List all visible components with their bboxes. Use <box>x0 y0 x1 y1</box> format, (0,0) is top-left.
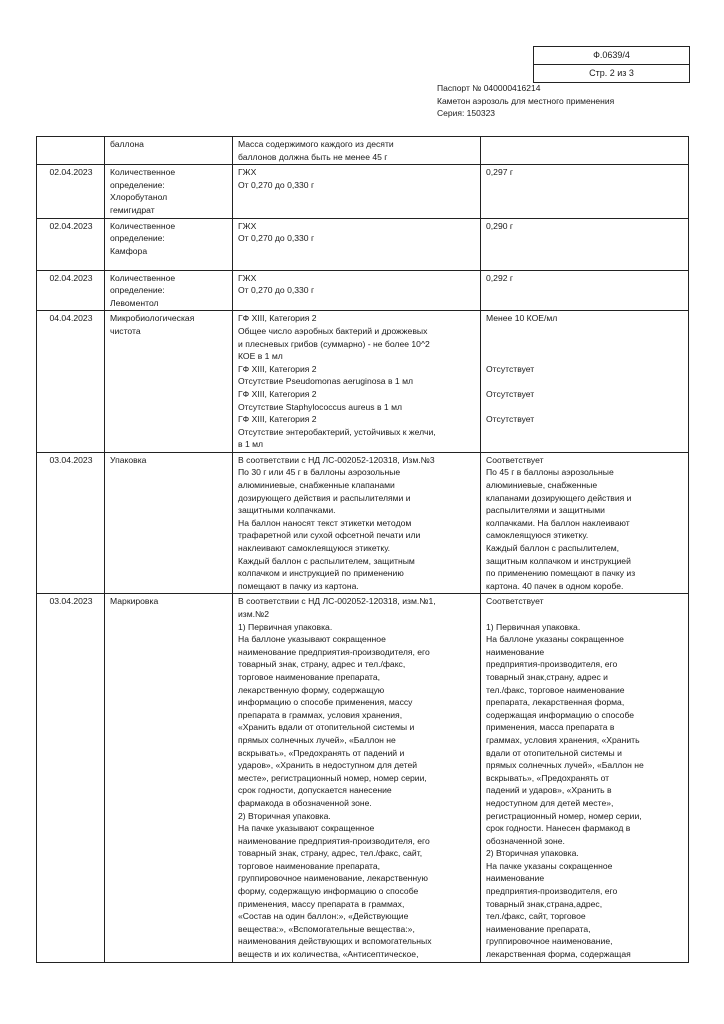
cell-line: наименование предприятия-производителя, его <box>238 646 430 657</box>
page-number: Стр. 2 из 3 <box>534 64 689 82</box>
cell-line: применения, массу препарата в граммах, <box>238 898 405 909</box>
indicator-cell <box>105 218 233 270</box>
cell-line: фармакода в обозначенной зоне. <box>238 797 372 808</box>
cell-line: вскрывать», «Предохранять от падений и <box>238 747 405 758</box>
result-cell <box>481 218 689 270</box>
cell-line: трафаретной или сухой офсетной печати или <box>238 530 421 541</box>
indicator-cell <box>105 311 233 453</box>
cell-line: колпачками. На баллон наклеивают <box>486 517 630 528</box>
date-cell: 02.04.2023 <box>37 218 105 270</box>
cell-line: наклеивают самоклеящуюся этикетку. <box>238 543 391 554</box>
cell-line: дозирующего действия и распылителями и <box>238 492 411 503</box>
result-cell <box>481 270 689 311</box>
indicator-cell <box>105 452 233 594</box>
cell-line: гемигидрат <box>110 204 155 215</box>
cell-line: граммах, условия хранения, «Хранить <box>486 734 640 745</box>
cell-line: Общее число аэробных бактерий и дрожжевых <box>238 325 428 336</box>
result-cell <box>481 594 689 962</box>
cell-line: по применению помещают в пачку из <box>486 568 636 579</box>
cell-line: 0,290 г <box>486 220 514 231</box>
passport-number: Паспорт № 040000416214 <box>437 83 541 93</box>
product-name: Каметон аэрозоль для местного применения <box>437 95 615 106</box>
cell-line: На баллон наносят текст этикетки метoдом <box>238 517 412 528</box>
cell-line: наименование препарата, <box>486 923 591 934</box>
cell-line: В соответствии с НД ЛС-002052-120318, изм.№1, <box>238 596 436 607</box>
cell-line: алюминиевые, снабженные <box>486 480 598 491</box>
result-cell <box>481 452 689 594</box>
cell-line: информацию о способе применения, массу <box>238 697 413 708</box>
requirement-cell <box>233 218 481 270</box>
cell-line: защитным колпачком и инструкцией <box>486 555 631 566</box>
cell-line: товарный знак,страну, адрес и <box>486 671 608 682</box>
requirement-cell <box>233 594 481 962</box>
cell-line: На баллоне указывают сокращенное <box>238 634 386 645</box>
cell-line: наименование <box>486 873 545 884</box>
cell-line: тел./факс, сайт, торговое <box>486 911 586 922</box>
cell-line: От 0,270 до 0,330 г <box>238 285 315 296</box>
indicator-cell <box>105 270 233 311</box>
cell-line: ГФ XIII, Категория 2 <box>238 313 317 324</box>
date-cell: 03.04.2023 <box>37 452 105 594</box>
cell-line: алюминиевые, снабженные клапанами <box>238 480 395 491</box>
cell-line: вскрывать», «Предохранять от <box>486 772 610 783</box>
cell-line: определение: <box>110 179 165 190</box>
cell-line: По 30 г или 45 г в баллоны аэрозольные <box>238 467 401 478</box>
cell-line: Каждый баллон с распылителем, <box>486 543 620 554</box>
cell-line: клапанами дозирующего действия и <box>486 492 632 503</box>
cell-line: Количественное <box>110 167 176 178</box>
cell-line: прямых солнечных лучей», «Баллон не <box>238 734 396 745</box>
cell-line <box>486 350 684 363</box>
cell-line: На пачке указывают сокращенное <box>238 823 375 834</box>
requirement-cell <box>233 452 481 594</box>
cell-line: тел./факс, торговое наименование <box>486 684 625 695</box>
cell-line: Масса содержимого каждого из десяти <box>238 139 394 149</box>
requirement-cell <box>233 270 481 311</box>
cell-line: препарата в граммах, условия хранения, <box>238 709 403 720</box>
cell-line: На баллоне указаны сокращенное <box>486 634 624 645</box>
indicator-cell <box>105 594 233 962</box>
table-row <box>37 270 689 311</box>
cell-line: ГФ XIII, Категория 2 <box>238 388 317 399</box>
cell-line: лекарственную форму, содержащую <box>238 684 385 695</box>
cell-line: изм.№2 <box>238 609 270 619</box>
cell-line: От 0,270 до 0,330 г <box>238 233 315 244</box>
cell-line: На пачке указаны сокращенное <box>486 860 613 871</box>
cell-line: Отсутствие Pseudomonas aeruginosa в 1 мл <box>238 376 414 387</box>
table-row <box>37 452 689 594</box>
cell-line: 1) Первичная упаковка. <box>238 621 333 632</box>
cell-line: определение: <box>110 285 165 296</box>
cell-line: наименования действующих и вспомогательных <box>238 936 432 947</box>
date-cell: 02.04.2023 <box>37 165 105 218</box>
cell-line: торговое наименование препарата, <box>238 671 381 682</box>
cell-line: самоклеящуюся этикетку. <box>486 530 589 541</box>
cell-line: срок годности, допускается нанесение <box>238 785 392 796</box>
cell-line: От 0,270 до 0,330 г <box>238 179 315 190</box>
cell-line: Отсутствует <box>486 388 535 399</box>
cell-line <box>486 138 684 151</box>
cell-line: Отсутствует <box>486 414 535 425</box>
cell-line: лекарственная форма, содержащая <box>486 949 631 960</box>
cell-line: ГЖХ <box>238 220 257 231</box>
cell-line: Менее 10 КОЕ/мл <box>486 313 558 324</box>
cell-line: картона. 40 пачек в одном коробе. <box>486 580 624 591</box>
requirement-cell <box>233 137 481 165</box>
result-cell <box>481 137 689 165</box>
cell-line: Микробиологическая <box>110 313 195 324</box>
cell-line: падений и ударов», «Хранить в <box>486 785 612 796</box>
cell-line: группировочное наименование, лекарственную <box>238 873 428 884</box>
cell-line <box>486 338 684 351</box>
cell-line: 2) Вторичная упаковка. <box>486 848 579 859</box>
passport-header <box>437 82 614 120</box>
cell-line: «Состав на один баллон:», «Действующие <box>238 911 409 922</box>
indicator-cell <box>105 165 233 218</box>
cell-line: 0,292 г <box>486 272 514 283</box>
cell-line: месте», регистрационный номер, номер серии, <box>238 772 427 783</box>
cell-line <box>486 608 684 621</box>
cell-line: распылителями и защитными <box>486 505 605 516</box>
cell-line: товарный знак, страну, адрес и тел./факс, <box>238 659 406 670</box>
cell-line: торговое наименование препарата, <box>238 860 381 871</box>
cell-line: Левоментол <box>110 297 159 308</box>
date-cell: 04.04.2023 <box>37 311 105 453</box>
requirement-cell <box>233 311 481 453</box>
cell-line: товарный знак, страну, адрес, тел./факс, сайт, <box>238 848 423 859</box>
cell-line <box>486 325 684 338</box>
cell-line: Камфора <box>110 245 148 256</box>
cell-line: группировочное наименование, <box>486 936 613 947</box>
table-row <box>37 311 689 453</box>
cell-line: предприятия-производителя, его <box>486 886 618 897</box>
cell-line: помещают в пачку из картона. <box>238 580 359 591</box>
cell-line: Отсутствует <box>486 363 535 374</box>
cell-line <box>486 401 684 414</box>
cell-line: содержащая информацию о способе <box>486 709 635 720</box>
cell-line: в 1 мл <box>238 439 264 450</box>
table-row <box>37 137 689 165</box>
cell-line: ГЖХ <box>238 167 257 178</box>
cell-line: Хлоробутанол <box>110 192 168 203</box>
series-number: Серия: 150323 <box>437 108 496 118</box>
cell-line: Маркировка <box>110 596 159 607</box>
cell-line: регистрационный номер, номер серии, <box>486 810 642 821</box>
table-row <box>37 594 689 962</box>
cell-line: чистота <box>110 325 141 336</box>
test-results-table <box>36 136 689 963</box>
table-row <box>37 218 689 270</box>
cell-line: веществ и их количества, «Антисептическое, <box>238 949 419 960</box>
cell-line: ГЖХ <box>238 272 257 283</box>
form-code-box <box>533 46 690 83</box>
cell-line: вещества:», «Вспомогательные вещества:», <box>238 923 415 934</box>
cell-line: Соответствует <box>486 454 544 465</box>
cell-line: По 45 г в баллоны аэрозольные <box>486 467 614 478</box>
cell-line: колпачком и инструкцией по применению <box>238 568 404 579</box>
cell-line: ГФ XIII, Категория 2 <box>238 414 317 425</box>
cell-line: КОЕ в 1 мл <box>238 351 283 362</box>
cell-line <box>486 375 684 388</box>
result-cell <box>481 311 689 453</box>
cell-line: 2) Вторичная упаковка. <box>238 810 331 821</box>
cell-line: Количественное <box>110 272 176 283</box>
cell-line: форму, содержащую информацию о способе <box>238 886 419 897</box>
cell-line: наименование предприятия-производителя, его <box>238 835 430 846</box>
cell-line: препарата, лекарственная форма, <box>486 697 625 708</box>
cell-line: Отсутствие энтеробактерий, устойчивых к желчи, <box>238 426 436 437</box>
cell-line: определение: <box>110 233 165 244</box>
cell-line: обозначенной зоне. <box>486 835 565 846</box>
cell-line: «Хранить вдали от отопительной системы и <box>238 722 415 733</box>
cell-line: ударов», «Хранить в недоступном для детей <box>238 760 418 771</box>
cell-line: Количественное <box>110 220 176 231</box>
cell-line: прямых солнечных лучей», «Баллон не <box>486 760 644 771</box>
cell-line: товарный знак,страна,адрес, <box>486 898 603 909</box>
cell-line: 1) Первичная упаковка. <box>486 621 581 632</box>
cell-line: баллонов должна быть не менее 45 г <box>238 151 388 162</box>
form-code: Ф.0639/4 <box>593 50 630 60</box>
cell-line: предприятия-производителя, его <box>486 659 618 670</box>
result-cell <box>481 165 689 218</box>
cell-line: недоступном для детей месте», <box>486 797 614 808</box>
table-row <box>37 165 689 218</box>
cell-line: Отсутствие Staphylococcus aureus в 1 мл <box>238 401 403 412</box>
cell-line: наименование <box>486 646 545 657</box>
date-cell <box>37 137 105 165</box>
cell-line: срок годности. Нанесен фармакод в <box>486 823 631 834</box>
cell-line: применения, масса препарата в <box>486 722 615 733</box>
cell-line: ГФ XIII, Категория 2 <box>238 363 317 374</box>
indicator-cell <box>105 137 233 165</box>
cell-line: Соответствует <box>486 596 544 607</box>
cell-line: и плесневых грибов (суммарно) - не более 10^2 <box>238 338 430 349</box>
cell-line: В соответствии с НД ЛС-002052-120318, Изм.№3 <box>238 454 435 465</box>
date-cell: 02.04.2023 <box>37 270 105 311</box>
requirement-cell <box>233 165 481 218</box>
cell-line: вдали от отопительной системы и <box>486 747 622 758</box>
cell-line: Упаковка <box>110 454 147 465</box>
cell-line: баллона <box>110 139 144 149</box>
cell-line: защитными колпачками. <box>238 505 336 516</box>
cell-line: 0,297 г <box>486 167 514 178</box>
date-cell: 03.04.2023 <box>37 594 105 962</box>
cell-line: Каждый баллон с распылителем, защитным <box>238 555 415 566</box>
